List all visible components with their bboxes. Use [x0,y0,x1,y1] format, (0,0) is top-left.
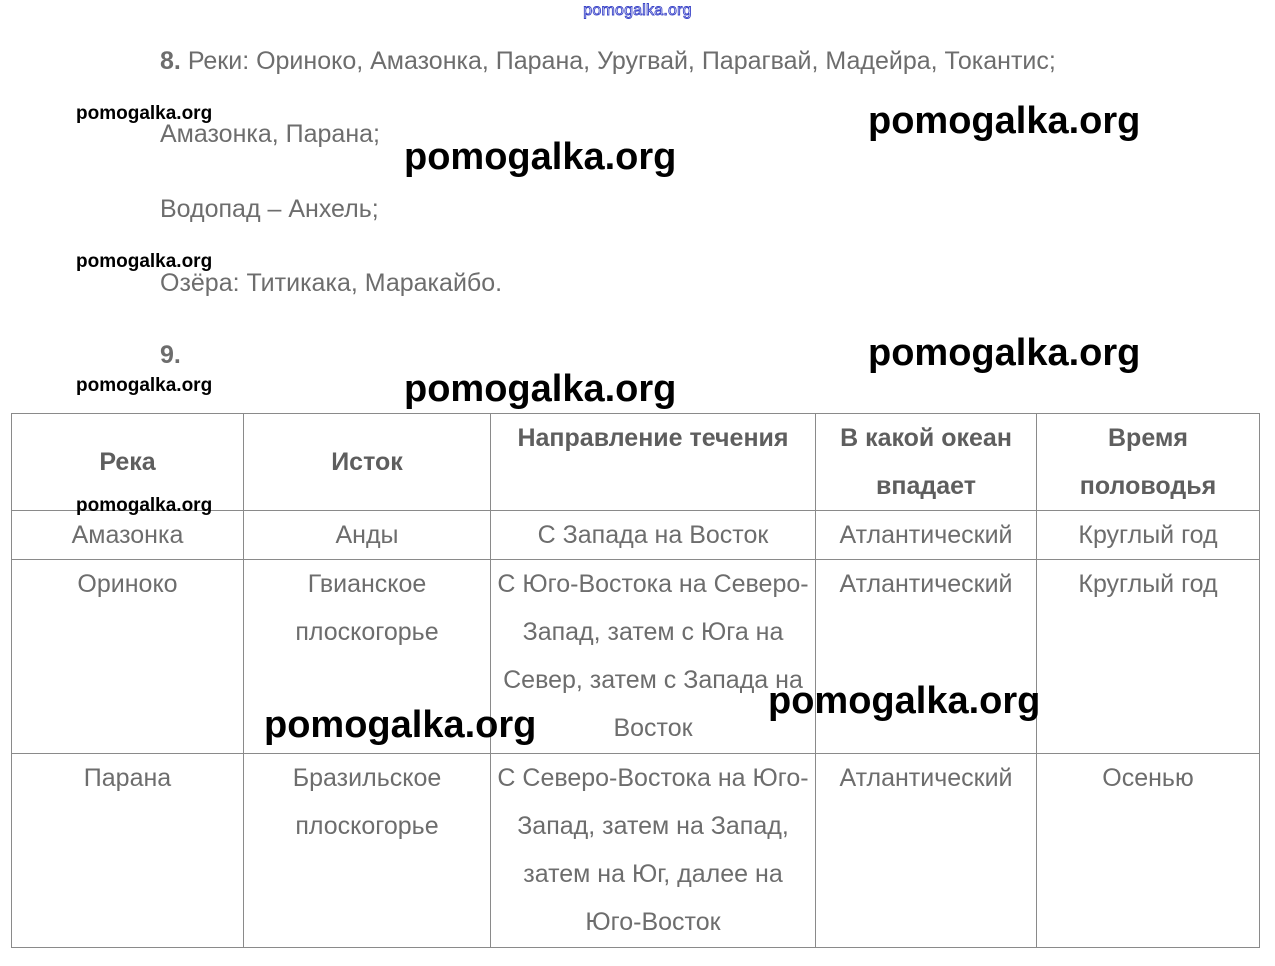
cell-source: Бразильское плоскогорье [244,754,491,948]
table-row [12,560,1260,754]
task8-waterfall-line: Водопад – Анхель; [160,195,379,223]
site-watermark-top: pomogalka.org [583,2,692,19]
watermark-small: pomogalka.org [76,103,213,124]
header-river: Река [12,414,244,511]
watermark-small: pomogalka.org [76,251,213,272]
watermark-small: pomogalka.org [76,375,213,396]
task8-lakes-line: Озёра: Титикака, Маракайбо. [160,269,503,297]
table-row [12,754,1260,948]
cell-flood-time: Круглый год [1037,511,1260,560]
table-row [12,511,1260,560]
cell-source: Гвианское плоскогорье [244,560,491,754]
cell-flood-time: Круглый год [1037,560,1260,754]
task8-rivers-line [160,47,1056,76]
cell-direction: С Запада на Восток [491,511,816,560]
header-flood-time: Время половодья [1037,414,1260,511]
task8-number: 8. [160,47,181,75]
header-source: Исток [244,414,491,511]
watermark-big: pomogalka.org [404,136,677,178]
cell-ocean: Атлантический [816,560,1037,754]
task9-number: 9. [160,341,181,369]
watermark-small: pomogalka.org [76,495,213,516]
watermark-big: pomogalka.org [868,100,1141,142]
watermark-big: pomogalka.org [264,704,537,746]
watermark-big: pomogalka.org [404,368,677,410]
header-ocean: В какой океан впадает [816,414,1037,511]
cell-flood-time: Осенью [1037,754,1260,948]
cell-river: Ориноко [12,560,244,754]
watermark-big: pomogalka.org [868,332,1141,374]
cell-river: Амазонка [12,511,244,560]
watermark-big: pomogalka.org [768,680,1041,722]
task8-rivers-text: Реки: Ориноко, Амазонка, Парана, Уругвай, Парагвай, Мадейра, Токантис; [187,47,1056,75]
cell-ocean: Атлантический [816,754,1037,948]
cell-source: Анды [244,511,491,560]
cell-direction: С Юго-Востока на Северо-Запад, затем с Юга на Север, затем с Запада на Восток [491,560,816,754]
cell-direction: С Северо-Востока на Юго-Запад, затем на Запад, затем на Юг, далее на Юго-Восток [491,754,816,948]
rivers-table [11,413,1260,948]
cell-river: Парана [12,754,244,948]
cell-ocean: Атлантический [816,511,1037,560]
task8-rivers2-line: Амазонка, Парана; [160,120,380,148]
header-direction: Направление течения [491,414,816,511]
